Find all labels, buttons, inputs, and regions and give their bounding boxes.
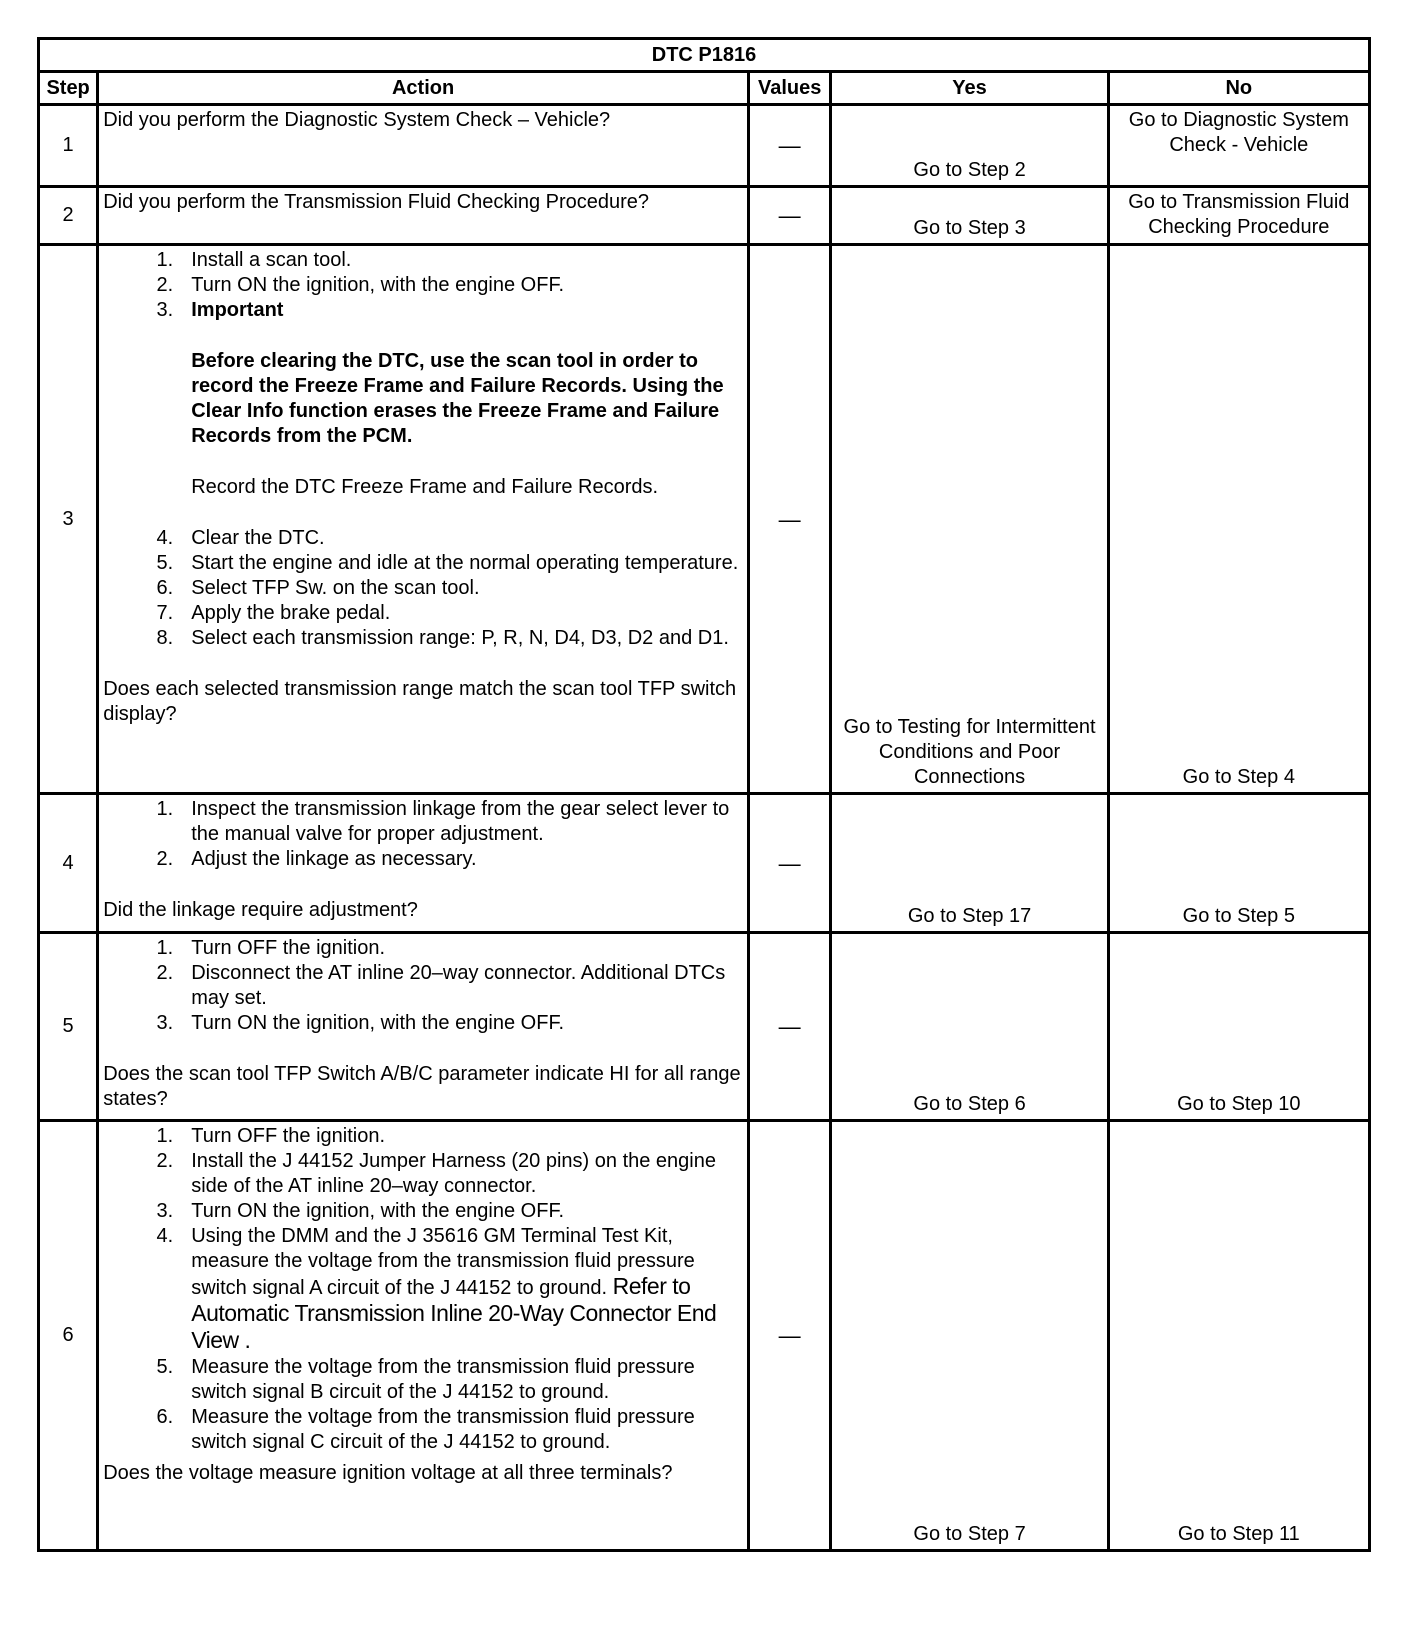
table-title: DTC P1816 xyxy=(39,39,1370,72)
connector-end-view-reference[interactable]: Refer to Automatic Transmission Inline 20-Way Connector End View . xyxy=(191,1273,717,1353)
no-cell: Go to Step 10 xyxy=(1108,933,1369,1121)
action-question: Did you perform the Transmission Fluid Checking Procedure? xyxy=(98,187,749,245)
yes-cell: Go to Testing for Intermittent Conditions and Poor Connections xyxy=(831,245,1108,794)
no-cell: Go to Step 5 xyxy=(1108,794,1369,933)
action-list xyxy=(103,248,745,323)
action-question: Does the voltage measure ignition voltage at all three terminals? xyxy=(103,1462,673,1484)
table-row xyxy=(39,1121,1370,1551)
list-item: 1. Turn OFF the ignition. xyxy=(156,937,386,959)
list-item: 2. Disconnect the AT inline 20–way connector. Additional DTCs may set. xyxy=(156,962,726,1009)
no-cell: Go to Step 4 xyxy=(1108,245,1369,794)
table-row xyxy=(39,794,1370,933)
action-question: Does the scan tool TFP Switch A/B/C parameter indicate HI for all range states? xyxy=(103,1063,741,1110)
yes-cell: Go to Step 6 xyxy=(831,933,1108,1121)
list-item: 4. Using the DMM and the J 35616 GM Terminal Test Kit, measure the voltage from the transmission fluid pressure switch signal A circuit of the J 44152 to ground. Refer to Automatic Transmission Inline 20-Way Connector End View . xyxy=(156,1225,717,1353)
action-cell xyxy=(98,794,749,933)
table-row xyxy=(39,187,1370,245)
step-number: 4 xyxy=(39,794,98,933)
header-yes: Yes xyxy=(831,72,1108,105)
step-number: 6 xyxy=(39,1121,98,1551)
action-question: Does each selected transmission range match the scan tool TFP switch display? xyxy=(103,678,737,725)
list-item: 7. Apply the brake pedal. xyxy=(156,602,391,624)
action-cell xyxy=(98,1121,749,1551)
values-cell: — xyxy=(748,794,831,933)
dtc-table xyxy=(37,37,1371,1552)
action-list xyxy=(103,797,745,872)
action-list xyxy=(103,526,745,651)
list-item: 1. Install a scan tool. xyxy=(156,249,352,271)
table-row xyxy=(39,105,1370,187)
important-note: Before clearing the DTC, use the scan tool in order to record the Freeze Frame and Failure Records. Using the Clear Info function erases the Freeze Frame and Failure Records from the PCM. xyxy=(191,350,724,447)
list-item: 3. Important xyxy=(156,299,284,321)
list-item: 1. Turn OFF the ignition. xyxy=(156,1125,386,1147)
list-item: 4. Clear the DTC. xyxy=(156,527,325,549)
header-step: Step xyxy=(39,72,98,105)
values-cell: — xyxy=(748,187,831,245)
action-cell xyxy=(98,245,749,794)
action-question: Did the linkage require adjustment? xyxy=(103,899,418,921)
step-number: 1 xyxy=(39,105,98,187)
header-no: No xyxy=(1108,72,1369,105)
no-cell: Go to Transmission Fluid Checking Procedure xyxy=(1108,187,1369,245)
list-item: 6. Select TFP Sw. on the scan tool. xyxy=(156,577,480,599)
list-item: 5. Start the engine and idle at the normal operating temperature. xyxy=(156,552,739,574)
record-note: Record the DTC Freeze Frame and Failure Records. xyxy=(191,476,659,498)
header-action: Action xyxy=(98,72,749,105)
list-item: 5. Measure the voltage from the transmission fluid pressure switch signal B circuit of the J 44152 to ground. xyxy=(156,1356,695,1403)
list-item: 2. Turn ON the ignition, with the engine OFF. xyxy=(156,274,565,296)
list-item: 3. Turn ON the ignition, with the engine OFF. xyxy=(156,1012,565,1034)
list-item: 2. Install the J 44152 Jumper Harness (20 pins) on the engine side of the AT inline 20–way connector. xyxy=(156,1150,716,1197)
yes-cell: Go to Step 17 xyxy=(831,794,1108,933)
action-cell xyxy=(98,933,749,1121)
step-number: 2 xyxy=(39,187,98,245)
values-cell: — xyxy=(748,105,831,187)
yes-cell: Go to Step 7 xyxy=(831,1121,1108,1551)
values-cell: — xyxy=(748,1121,831,1551)
table-row xyxy=(39,245,1370,794)
action-list xyxy=(103,1124,745,1455)
no-cell: Go to Step 11 xyxy=(1108,1121,1369,1551)
no-cell: Go to Diagnostic System Check - Vehicle xyxy=(1108,105,1369,187)
yes-cell: Go to Step 2 xyxy=(831,105,1108,187)
action-list xyxy=(103,936,745,1036)
values-cell: — xyxy=(748,933,831,1121)
header-values: Values xyxy=(748,72,831,105)
action-question: Did you perform the Diagnostic System Check – Vehicle? xyxy=(98,105,749,187)
list-item: 2. Adjust the linkage as necessary. xyxy=(156,848,477,870)
list-item: 8. Select each transmission range: P, R, N, D4, D3, D2 and D1. xyxy=(156,627,729,649)
step-number: 3 xyxy=(39,245,98,794)
step-number: 5 xyxy=(39,933,98,1121)
table-row xyxy=(39,933,1370,1121)
list-item: 1. Inspect the transmission linkage from the gear select lever to the manual valve for proper adjustment. xyxy=(156,798,730,845)
values-cell: — xyxy=(748,245,831,794)
list-item: 3. Turn ON the ignition, with the engine OFF. xyxy=(156,1200,565,1222)
yes-cell: Go to Step 3 xyxy=(831,187,1108,245)
list-item: 6. Measure the voltage from the transmission fluid pressure switch signal C circuit of the J 44152 to ground. xyxy=(156,1406,695,1453)
